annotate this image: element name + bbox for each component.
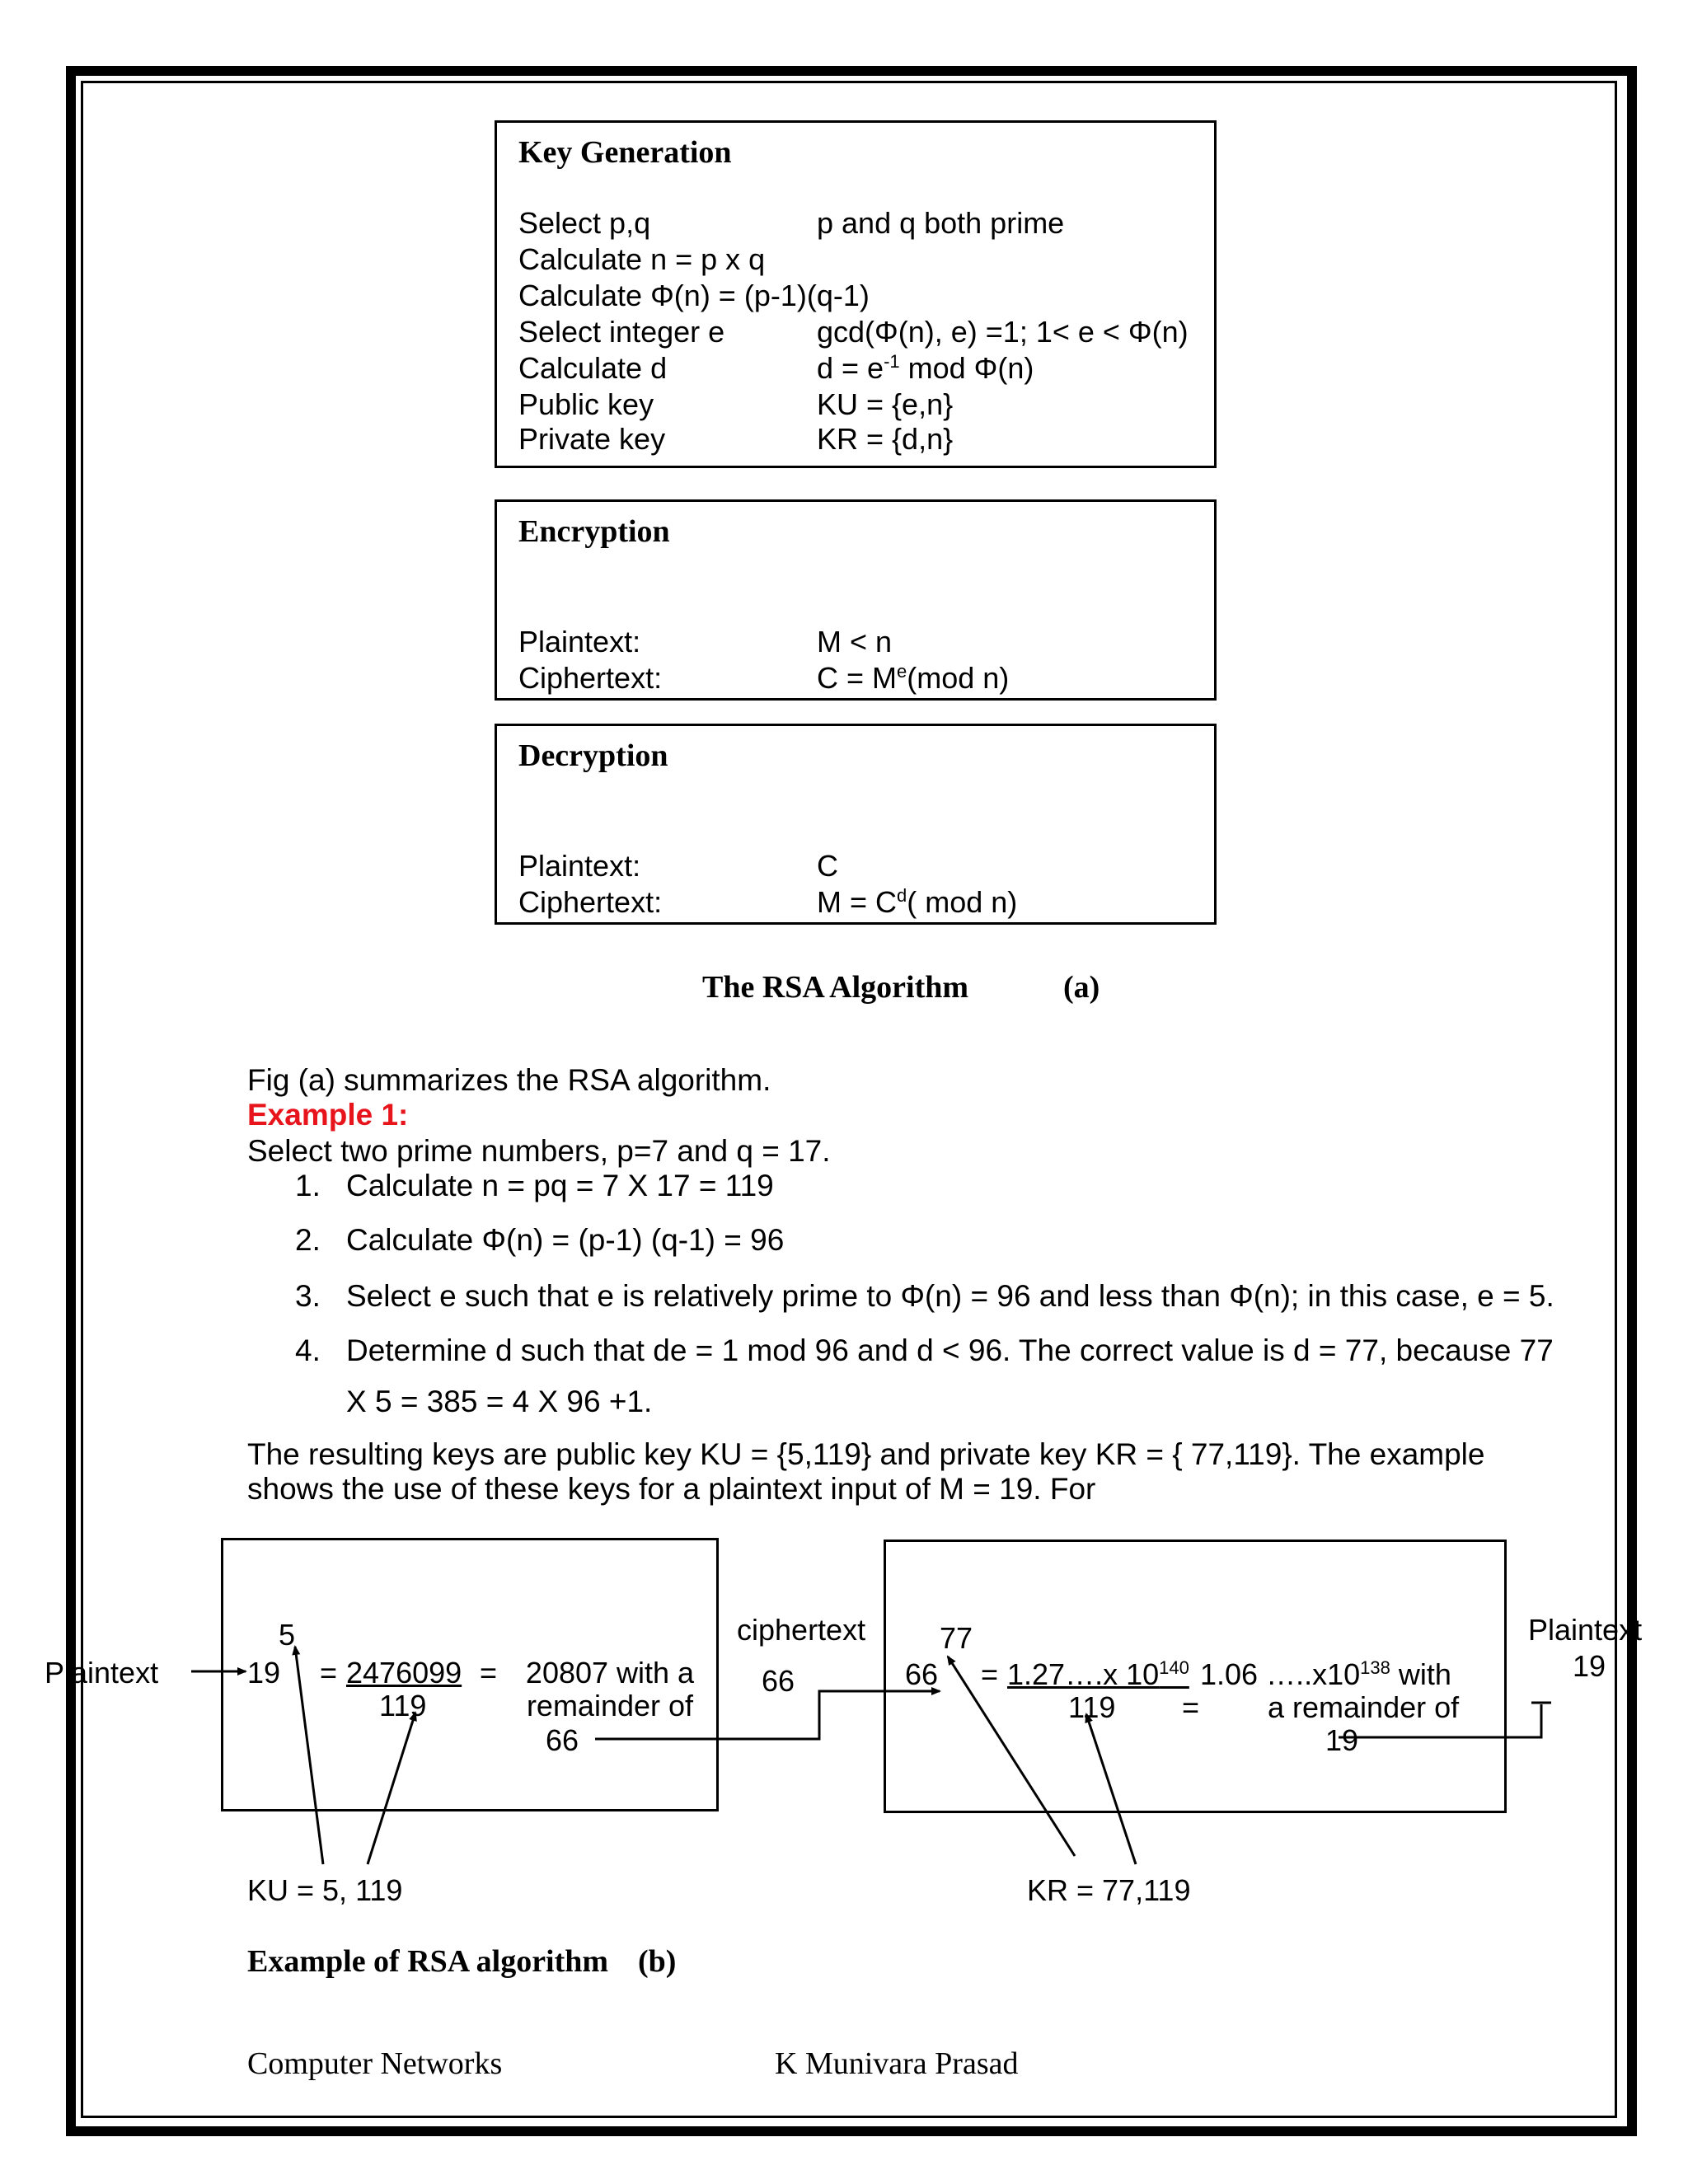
ku-modulus-arrow	[368, 1713, 415, 1864]
figure-b-label: (b)	[638, 1944, 677, 1979]
dec-equals-1: =	[981, 1657, 999, 1691]
figure-a-caption: The RSA Algorithm	[702, 970, 969, 1005]
step-1-number: 1.	[295, 1169, 321, 1202]
kg-row-7-value: KR = {d,n}	[817, 422, 954, 456]
figure-a-label: (a)	[1063, 970, 1100, 1005]
step-4-text: Determine d such that de = 1 mod 96 and d < 96. The correct value is d = 77, because 77	[346, 1333, 1554, 1367]
plaintext-input-label: Plaintext	[45, 1656, 159, 1690]
ciphertext-label: ciphertext	[737, 1613, 866, 1647]
dec-result-line-1: 1.06 $\dots..x10^{138}$ with	[1200, 1657, 1451, 1691]
step-4-text-continued: X 5 = 385 = 4 X 96 +1.	[346, 1385, 653, 1418]
kg-row-6-value: KU = {e,n}	[817, 387, 954, 421]
plaintext-output-value: 19	[1573, 1649, 1606, 1683]
ciphertext-value: 66	[762, 1664, 795, 1698]
kr-modulus-arrow	[1086, 1714, 1136, 1864]
enc-denominator: 119	[379, 1689, 427, 1722]
enc-exponent: 5	[279, 1618, 296, 1652]
dec-equals-2: =	[1182, 1690, 1200, 1724]
enc-result-line-1: 20807 with a	[525, 1656, 695, 1690]
step-3-text: Select e such that e is relatively prime to Φ(n) = 96 and less than Φ(n); in this case, e = 5.	[346, 1279, 1554, 1313]
step-4-number: 4.	[295, 1333, 321, 1367]
kg-row-1-label: Select p,q	[518, 206, 651, 240]
kg-row-5-value: $d = e^{-1}$ mod Φ(n)	[817, 351, 1034, 385]
plaintext-output-label: Plaintext	[1528, 1613, 1643, 1647]
ku-exponent-arrow	[295, 1647, 323, 1864]
kg-row-4-label: Select integer e	[518, 315, 725, 349]
kg-row-1-value: p and q both prime	[817, 206, 1065, 240]
dec-result-line-2: a remainder of	[1268, 1690, 1460, 1724]
enc-base: 19	[247, 1656, 281, 1690]
enc-equals-1: =	[320, 1656, 338, 1690]
enc-numerator: 2476099	[346, 1656, 462, 1690]
enc-result-line-3: 66	[546, 1723, 579, 1757]
dec-base: 66	[905, 1657, 939, 1691]
kg-row-4-value: gcd(Φ(n), e) =1; 1< e < Φ(n)	[817, 315, 1189, 349]
step-2-number: 2.	[295, 1223, 321, 1257]
dec-exponent: 77	[940, 1621, 973, 1655]
kg-row-3-label: Calculate Φ(n) = (p-1)(q-1)	[518, 279, 870, 312]
dec-result-line-3: 19	[1325, 1723, 1359, 1757]
dec-denominator: 119	[1068, 1690, 1116, 1724]
enc-ciphertext-label: Ciphertext:	[518, 661, 663, 695]
result-text-line-2: shows the use of these keys for a plaintext input of M = 19. For	[247, 1472, 1096, 1506]
dec-ciphertext-label: Ciphertext:	[518, 885, 663, 919]
intro-text: Fig (a) summarizes the RSA algorithm.	[247, 1063, 771, 1097]
select-primes-text: Select two prime numbers, p=7 and q = 17.	[247, 1134, 831, 1168]
footer-author: K Munivara Prasad	[775, 2046, 1019, 2081]
result-text-line-1: The resulting keys are public key KU = {5,119} and private key KR = { 77,119}. The example	[247, 1437, 1485, 1471]
kg-row-7-label: Private key	[518, 422, 666, 456]
kg-row-6-label: Public key	[518, 387, 654, 421]
enc-equals-2: =	[480, 1656, 498, 1690]
footer-course: Computer Networks	[247, 2046, 503, 2081]
kg-row-2-label: Calculate n = p x q	[518, 242, 766, 276]
dec-numerator: 1.27….x $10^{140}$	[1007, 1657, 1189, 1691]
figure-b-caption: Example of RSA algorithm	[247, 1944, 609, 1979]
example-heading: Example 1:	[247, 1098, 409, 1132]
dec-ciphertext-value: $M = C^d$( mod n)	[817, 885, 1018, 919]
key-generation-title: Key Generation	[518, 135, 732, 170]
dec-plaintext-label: Plaintext:	[518, 849, 641, 883]
enc-plaintext-label: Plaintext:	[518, 625, 641, 658]
step-2-text: Calculate Φ(n) = (p-1) (q-1) = 96	[346, 1223, 785, 1257]
step-3-number: 3.	[295, 1279, 321, 1313]
private-key-label: KR = 77,119	[1027, 1873, 1191, 1907]
decryption-title: Decryption	[518, 738, 668, 773]
step-1-text: Calculate n = pq = 7 X 17 = 119	[346, 1169, 774, 1202]
dec-plaintext-value: C	[817, 849, 838, 883]
enc-ciphertext-value: $C = M^e(mod$ n)	[817, 661, 1010, 695]
kg-row-5-label: Calculate d	[518, 351, 668, 385]
enc-result-line-2: remainder of	[526, 1689, 694, 1722]
enc-plaintext-value: M < n	[817, 625, 893, 658]
public-key-label: KU = 5, 119	[247, 1873, 403, 1907]
encryption-title: Encryption	[518, 514, 670, 549]
